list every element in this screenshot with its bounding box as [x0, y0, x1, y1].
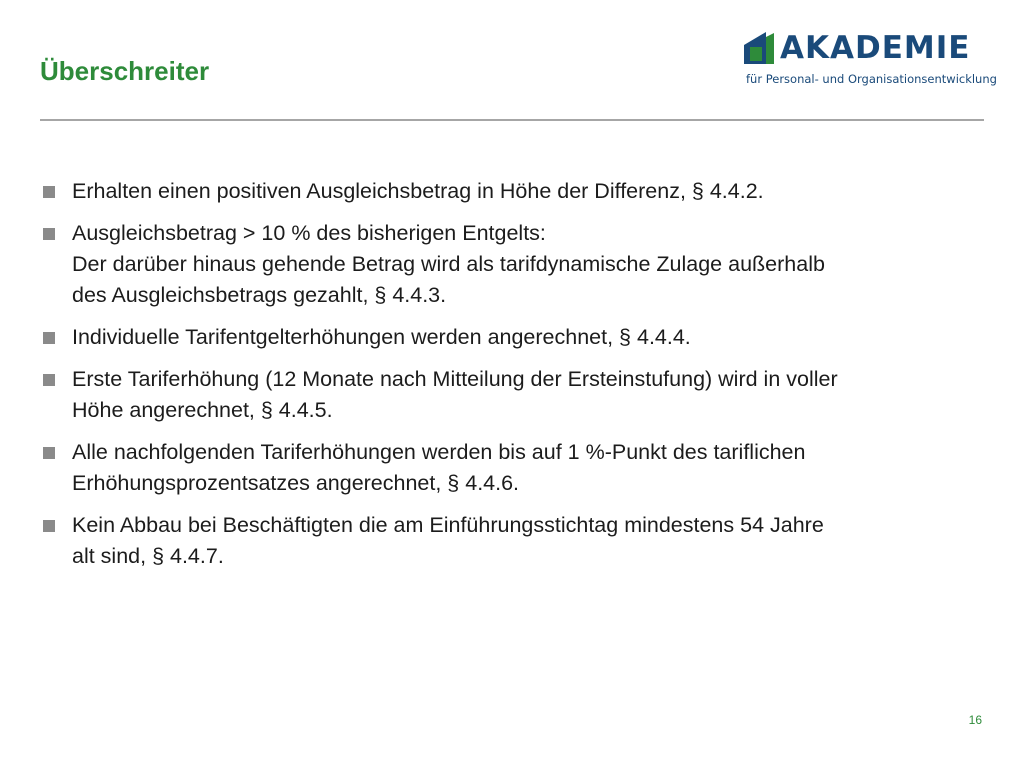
- header-divider: [40, 119, 984, 121]
- page-number: 16: [968, 713, 982, 727]
- square-bullet-icon: [43, 228, 55, 240]
- bullet-item: [40, 437, 984, 499]
- bullet-item: [40, 218, 984, 311]
- bullet-text-line: Alle nachfolgenden Tariferhöhungen werden bis auf 1 %-Punkt des tariflichen: [72, 440, 806, 464]
- bullet-item: [40, 364, 984, 426]
- bullet-text-line: Erhalten einen positiven Ausgleichsbetrag in Höhe der Differenz, § 4.4.2.: [72, 179, 764, 203]
- bullet-text-line: Erhöhungsprozentsatzes angerechnet, § 4.4.6.: [72, 471, 520, 495]
- akademie-logo: [744, 28, 997, 92]
- bullet-text-line: Ausgleichsbetrag > 10 % des bisherigen Entgelts:: [72, 221, 546, 245]
- logo-subtitle: für Personal- und Organisationsentwicklung: [746, 72, 997, 86]
- bullet-text-line: Erste Tariferhöhung (12 Monate nach Mitteilung der Ersteinstufung) wird in voller: [72, 367, 838, 391]
- bullet-text-line: Individuelle Tarifentgelterhöhungen werden angerechnet, § 4.4.4.: [72, 325, 691, 349]
- bullet-item: [40, 176, 984, 207]
- bullet-text-line: des Ausgleichsbetrags gezahlt, § 4.4.3.: [72, 283, 447, 307]
- bullet-text-line: alt sind, § 4.4.7.: [72, 544, 224, 568]
- bullet-item: [40, 510, 984, 572]
- square-bullet-icon: [43, 332, 55, 344]
- square-bullet-icon: [43, 374, 55, 386]
- bullet-item: [40, 322, 984, 353]
- logo-wordmark: AKADEMIE: [780, 30, 971, 66]
- square-bullet-icon: [43, 447, 55, 459]
- bullet-text-line: Kein Abbau bei Beschäftigten die am Einführungsstichtag mindestens 54 Jahre: [72, 513, 824, 537]
- house-roof-logo-icon: [744, 32, 774, 64]
- bullet-list: [40, 176, 984, 583]
- square-bullet-icon: [43, 520, 55, 532]
- bullet-text-line: Höhe angerechnet, § 4.4.5.: [72, 398, 333, 422]
- square-bullet-icon: [43, 186, 55, 198]
- slide-title: Überschreiter: [40, 56, 210, 86]
- bullet-text-line: Der darüber hinaus gehende Betrag wird als tarifdynamische Zulage außerhalb: [72, 252, 825, 276]
